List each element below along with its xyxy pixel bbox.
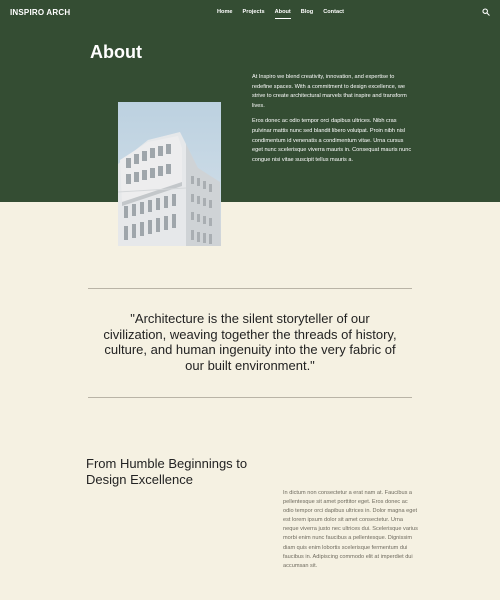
page-title: About — [90, 42, 142, 62]
building-illustration — [118, 102, 221, 246]
nav-contact[interactable]: Contact — [323, 9, 345, 15]
nav-home[interactable]: Home — [217, 9, 233, 15]
brand-logo[interactable]: INSPIRO ARCH — [10, 8, 71, 17]
site-header — [0, 0, 500, 26]
divider — [88, 397, 412, 398]
search-icon[interactable] — [482, 8, 490, 16]
main-nav — [217, 9, 344, 16]
intro-text — [252, 73, 412, 171]
hero-section — [0, 0, 500, 202]
nav-about[interactable]: About — [274, 9, 291, 15]
nav-projects[interactable]: Projects — [242, 9, 265, 15]
section-body: In dictum non consectetur a erat nam at. Faucibus a pellentesque sit amet porttitor eget. Eros donec ac odio tempor orci dapibus ultrices in. Dolor magna eget est lorem ipsum dolor sit amet consectetur. Urna neque viverra justo nec ultrices dui. Scelerisque varius morbi enim nunc faucibus a pellentesque. Dignissim diam quis enim lobortis scelerisque fermentum dui faucibus in. Adipiscing commodo elit at imperdiet dui accumsan sit. — [283, 490, 418, 569]
intro-paragraph: At Inspiro we blend creativity, innovation, and expertise to redefine spaces. With a commitment to design excellence, we strive to create architectural marvels that inspire and transform lives. — [252, 74, 407, 109]
divider — [88, 288, 412, 289]
section-title: From Humble Beginnings to Design Excellence — [86, 456, 248, 487]
intro-paragraph: Eros donec ac odio tempor orci dapibus ultrices. Nibh cras pulvinar mattis nunc sed blandit libero volutpat. Proin nibh nisl condimentum id venenatis a condimentum vitae. Urna cursus eget nunc scelerisque viverra mauris in. Consequat mauris nunc congue nisi vitae suscipit tellus mauris a. — [252, 118, 412, 163]
nav-blog[interactable]: Blog — [300, 9, 314, 15]
featured-quote: "Architecture is the silent storyteller of our civilization, weaving together the threads of history, culture, and human ingenuity into the very fabric of our built environment." — [103, 311, 397, 373]
building-image — [118, 102, 221, 246]
